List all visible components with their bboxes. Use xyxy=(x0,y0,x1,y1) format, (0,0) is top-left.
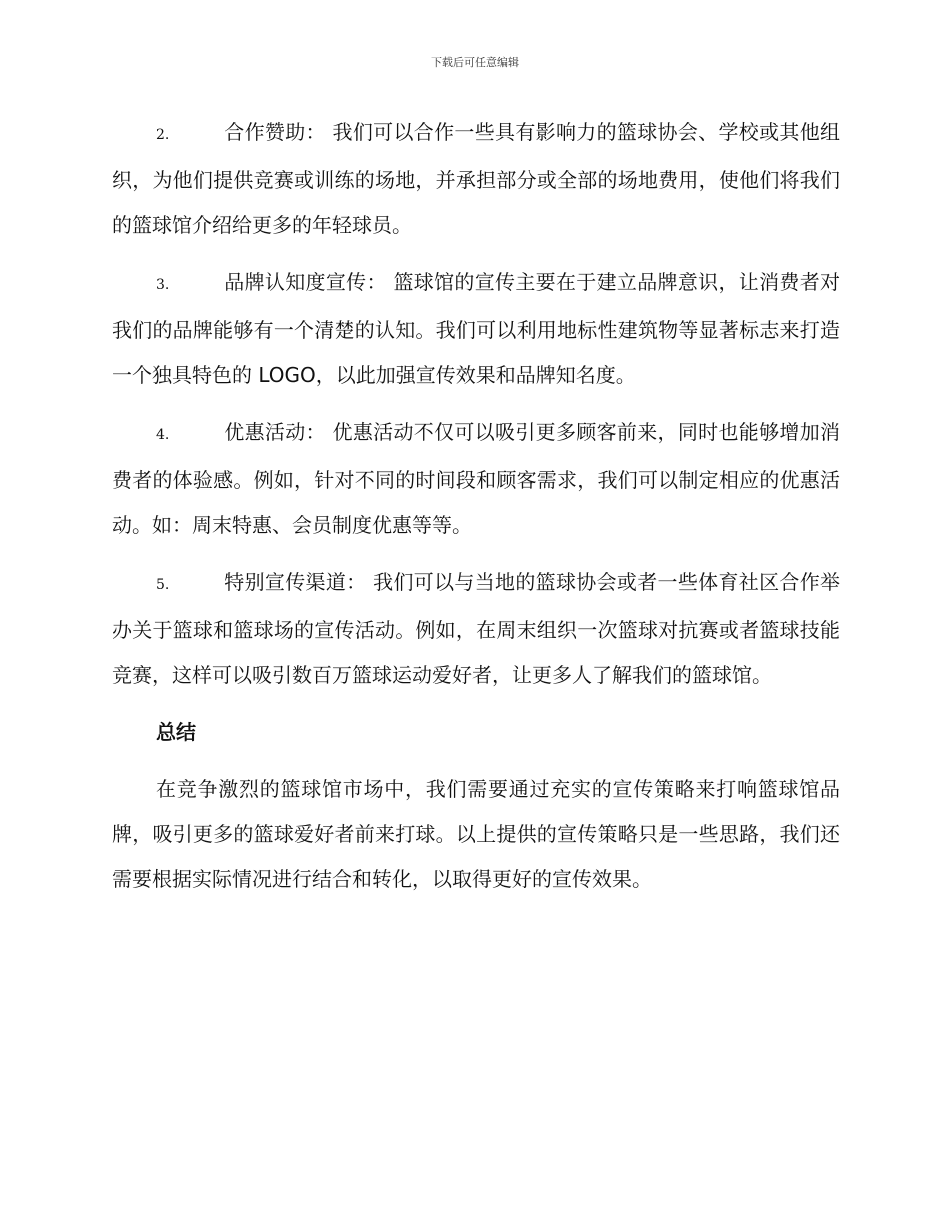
item-text: 我们可以与当地的篮球协会或者一些体育社区合作举办关于篮球和篮球场的宣传活动。例如，在周末组织一次篮球对抗赛或者篮球技能竞赛，这样可以吸引数百万篮球运动爱好者，让更多人了解我们的篮球馆。 xyxy=(112,570,841,687)
list-item-3 xyxy=(112,260,840,398)
item-text: 优惠活动不仅可以吸引更多顾客前来，同时也能够增加消费者的体验感。例如，针对不同的时间段和顾客需求，我们可以制定相应的优惠活动。如：周末特惠、会员制度优惠等等。 xyxy=(112,420,841,537)
item-number: 3. xyxy=(156,277,170,293)
item-term: 品牌认知度宣传： xyxy=(224,270,387,294)
page-header: 下载后可任意编辑 xyxy=(431,56,519,69)
summary-paragraph: 在竞争激烈的篮球馆市场中，我们需要通过充实的宣传策略来打响篮球馆品牌，吸引更多的篮球爱好者前来打球。以上提供的宣传策略只是一些思路，我们还需要根据实际情况进行结合和转化，以取得更好的宣传效果。 xyxy=(112,777,840,891)
item-number: 4. xyxy=(156,427,170,443)
list-item-4 xyxy=(112,410,840,548)
item-number: 5. xyxy=(156,577,170,593)
item-number: 2. xyxy=(156,127,170,143)
item-term: 合作赞助： xyxy=(224,120,326,144)
item-text: 篮球馆的宣传主要在于建立品牌意识，让消费者对我们的品牌能够有一个清楚的认知。我们可以利用地标性建筑物等显著标志来打造一个独具特色的 LOGO，以此加强宣传效果和品牌知名度。 xyxy=(112,270,841,387)
summary-heading: 总结 xyxy=(156,720,196,744)
document-body xyxy=(112,110,840,902)
list-item-2 xyxy=(112,110,840,248)
item-text: 我们可以合作一些具有影响力的篮球协会、学校或其他组织，为他们提供竞赛或训练的场地，并承担部分或全部的场地费用，使他们将我们的篮球馆介绍给更多的年轻球员。 xyxy=(112,120,841,237)
item-term: 优惠活动： xyxy=(224,420,326,444)
list-item-5 xyxy=(112,560,840,698)
item-term: 特别宣传渠道： xyxy=(224,570,367,594)
